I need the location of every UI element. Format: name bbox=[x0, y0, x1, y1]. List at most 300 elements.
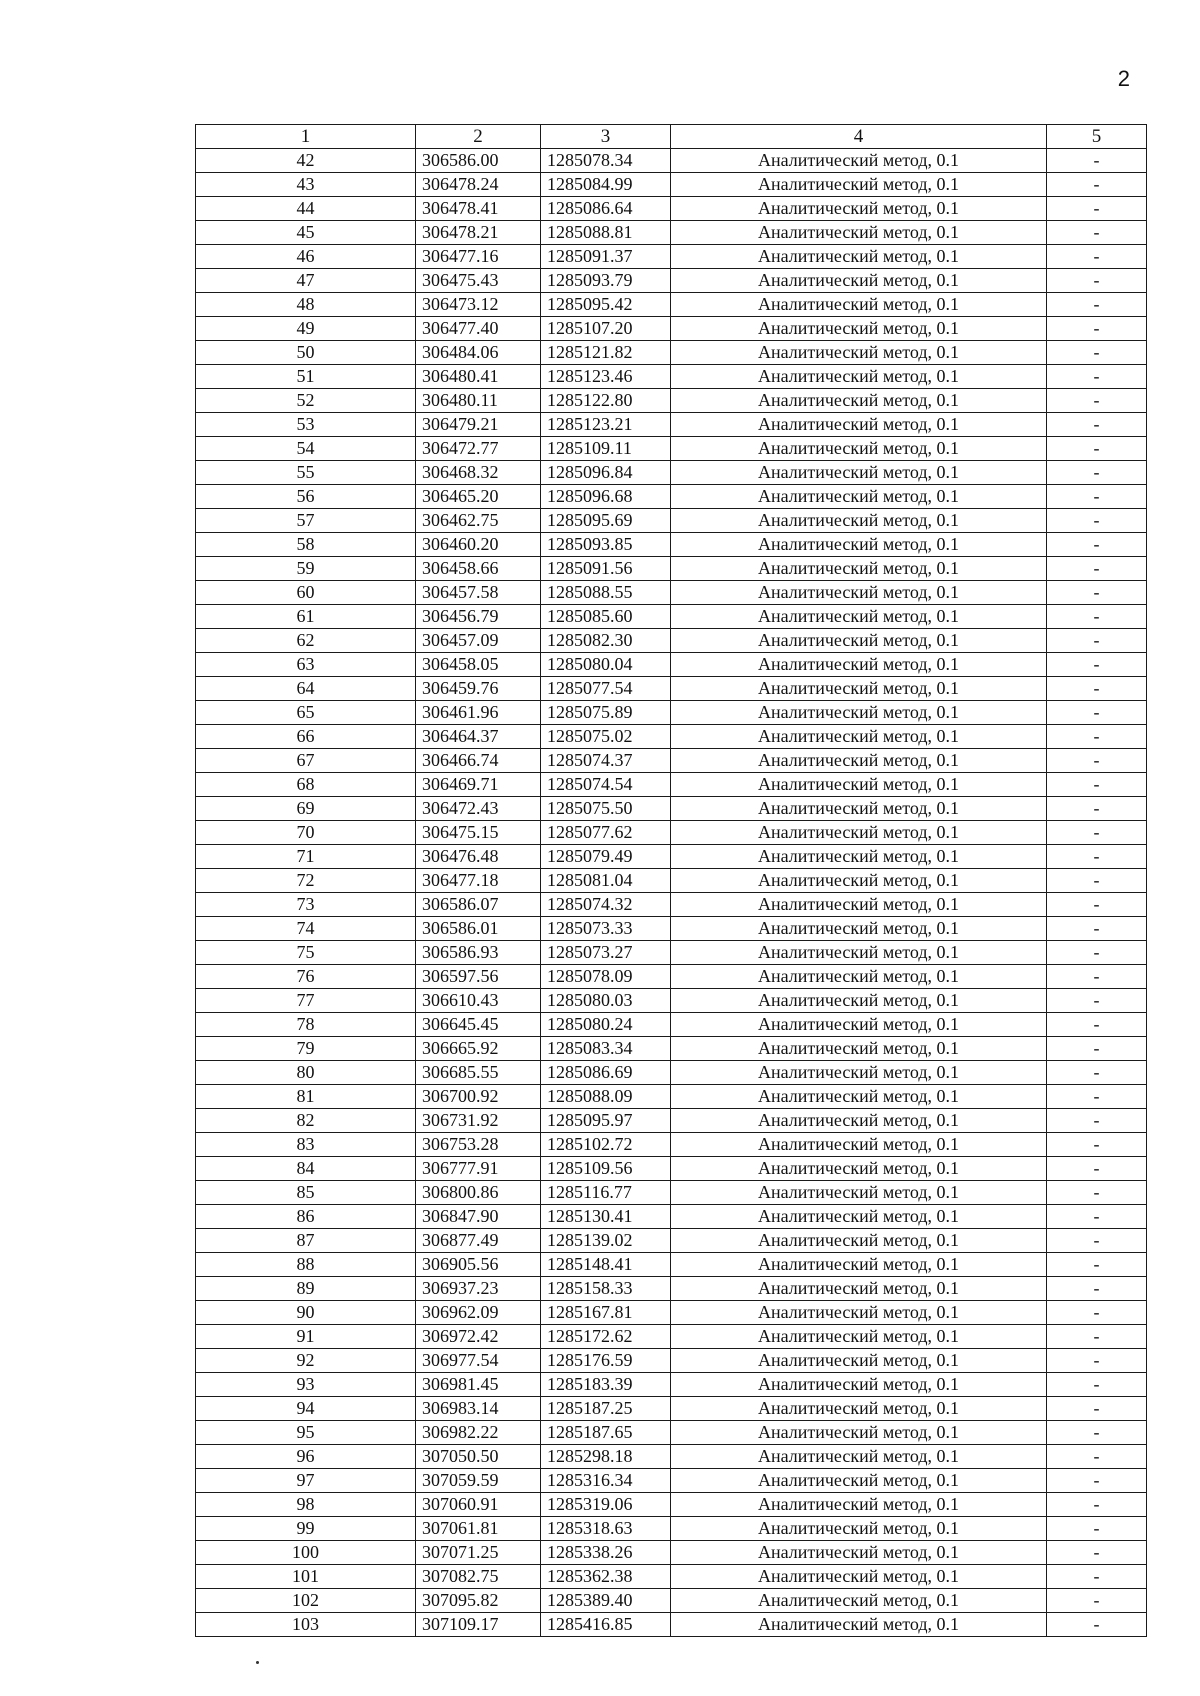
y-coordinate-cell: 1285083.34 bbox=[541, 1037, 671, 1061]
method-cell: Аналитический метод, 0.1 bbox=[671, 1541, 1047, 1565]
note-cell: - bbox=[1047, 821, 1147, 845]
x-coordinate-cell: 306457.09 bbox=[416, 629, 541, 653]
y-coordinate-cell: 1285095.42 bbox=[541, 293, 671, 317]
method-cell: Аналитический метод, 0.1 bbox=[671, 989, 1047, 1013]
table-row bbox=[196, 1061, 1147, 1085]
x-coordinate-cell: 306982.22 bbox=[416, 1421, 541, 1445]
x-coordinate-cell: 306645.45 bbox=[416, 1013, 541, 1037]
note-cell: - bbox=[1047, 509, 1147, 533]
method-cell: Аналитический метод, 0.1 bbox=[671, 197, 1047, 221]
x-coordinate-cell: 306977.54 bbox=[416, 1349, 541, 1373]
point-number-cell: 75 bbox=[196, 941, 416, 965]
point-number-cell: 83 bbox=[196, 1133, 416, 1157]
point-number-cell: 88 bbox=[196, 1253, 416, 1277]
y-coordinate-cell: 1285074.32 bbox=[541, 893, 671, 917]
y-coordinate-cell: 1285093.79 bbox=[541, 269, 671, 293]
y-coordinate-cell: 1285167.81 bbox=[541, 1301, 671, 1325]
point-number-cell: 44 bbox=[196, 197, 416, 221]
method-cell: Аналитический метод, 0.1 bbox=[671, 821, 1047, 845]
point-number-cell: 58 bbox=[196, 533, 416, 557]
method-cell: Аналитический метод, 0.1 bbox=[671, 1613, 1047, 1637]
x-coordinate-cell: 306480.11 bbox=[416, 389, 541, 413]
x-coordinate-cell: 306800.86 bbox=[416, 1181, 541, 1205]
table-row bbox=[196, 1589, 1147, 1613]
table-row bbox=[196, 1541, 1147, 1565]
point-number-cell: 49 bbox=[196, 317, 416, 341]
note-cell: - bbox=[1047, 1301, 1147, 1325]
x-coordinate-cell: 306586.00 bbox=[416, 149, 541, 173]
method-cell: Аналитический метод, 0.1 bbox=[671, 1253, 1047, 1277]
point-number-cell: 48 bbox=[196, 293, 416, 317]
method-cell: Аналитический метод, 0.1 bbox=[671, 1397, 1047, 1421]
point-number-cell: 68 bbox=[196, 773, 416, 797]
point-number-cell: 90 bbox=[196, 1301, 416, 1325]
y-coordinate-cell: 1285176.59 bbox=[541, 1349, 671, 1373]
note-cell: - bbox=[1047, 1085, 1147, 1109]
y-coordinate-cell: 1285096.84 bbox=[541, 461, 671, 485]
method-cell: Аналитический метод, 0.1 bbox=[671, 725, 1047, 749]
point-number-cell: 55 bbox=[196, 461, 416, 485]
table-row bbox=[196, 509, 1147, 533]
method-cell: Аналитический метод, 0.1 bbox=[671, 773, 1047, 797]
table-row bbox=[196, 245, 1147, 269]
x-coordinate-cell: 306477.18 bbox=[416, 869, 541, 893]
x-coordinate-cell: 306753.28 bbox=[416, 1133, 541, 1157]
x-coordinate-cell: 306937.23 bbox=[416, 1277, 541, 1301]
note-cell: - bbox=[1047, 269, 1147, 293]
note-cell: - bbox=[1047, 581, 1147, 605]
method-cell: Аналитический метод, 0.1 bbox=[671, 1277, 1047, 1301]
method-cell: Аналитический метод, 0.1 bbox=[671, 1301, 1047, 1325]
scan-mark bbox=[256, 1661, 259, 1664]
point-number-cell: 100 bbox=[196, 1541, 416, 1565]
x-coordinate-cell: 306847.90 bbox=[416, 1205, 541, 1229]
note-cell: - bbox=[1047, 1013, 1147, 1037]
method-cell: Аналитический метод, 0.1 bbox=[671, 1325, 1047, 1349]
table-row bbox=[196, 845, 1147, 869]
y-coordinate-cell: 1285080.24 bbox=[541, 1013, 671, 1037]
point-number-cell: 56 bbox=[196, 485, 416, 509]
point-number-cell: 67 bbox=[196, 749, 416, 773]
y-coordinate-cell: 1285121.82 bbox=[541, 341, 671, 365]
x-coordinate-cell: 306480.41 bbox=[416, 365, 541, 389]
point-number-cell: 50 bbox=[196, 341, 416, 365]
point-number-cell: 93 bbox=[196, 1373, 416, 1397]
table-row bbox=[196, 629, 1147, 653]
table-row bbox=[196, 1325, 1147, 1349]
y-coordinate-cell: 1285091.56 bbox=[541, 557, 671, 581]
point-number-cell: 64 bbox=[196, 677, 416, 701]
method-cell: Аналитический метод, 0.1 bbox=[671, 149, 1047, 173]
point-number-cell: 78 bbox=[196, 1013, 416, 1037]
table-row bbox=[196, 1301, 1147, 1325]
note-cell: - bbox=[1047, 845, 1147, 869]
note-cell: - bbox=[1047, 1061, 1147, 1085]
table-row bbox=[196, 1565, 1147, 1589]
table-row bbox=[196, 437, 1147, 461]
note-cell: - bbox=[1047, 797, 1147, 821]
x-coordinate-cell: 306466.74 bbox=[416, 749, 541, 773]
table-row bbox=[196, 1109, 1147, 1133]
x-coordinate-cell: 306586.07 bbox=[416, 893, 541, 917]
column-header: 1 bbox=[196, 125, 416, 149]
note-cell: - bbox=[1047, 1205, 1147, 1229]
point-number-cell: 101 bbox=[196, 1565, 416, 1589]
point-number-cell: 71 bbox=[196, 845, 416, 869]
y-coordinate-cell: 1285073.27 bbox=[541, 941, 671, 965]
y-coordinate-cell: 1285077.54 bbox=[541, 677, 671, 701]
y-coordinate-cell: 1285298.18 bbox=[541, 1445, 671, 1469]
point-number-cell: 45 bbox=[196, 221, 416, 245]
point-number-cell: 46 bbox=[196, 245, 416, 269]
table-row bbox=[196, 317, 1147, 341]
y-coordinate-cell: 1285319.06 bbox=[541, 1493, 671, 1517]
y-coordinate-cell: 1285109.11 bbox=[541, 437, 671, 461]
y-coordinate-cell: 1285338.26 bbox=[541, 1541, 671, 1565]
table-body bbox=[196, 149, 1147, 1637]
method-cell: Аналитический метод, 0.1 bbox=[671, 629, 1047, 653]
note-cell: - bbox=[1047, 1373, 1147, 1397]
note-cell: - bbox=[1047, 1397, 1147, 1421]
x-coordinate-cell: 307071.25 bbox=[416, 1541, 541, 1565]
x-coordinate-cell: 306458.05 bbox=[416, 653, 541, 677]
note-cell: - bbox=[1047, 1277, 1147, 1301]
table-row bbox=[196, 1013, 1147, 1037]
note-cell: - bbox=[1047, 1133, 1147, 1157]
point-number-cell: 76 bbox=[196, 965, 416, 989]
point-number-cell: 74 bbox=[196, 917, 416, 941]
note-cell: - bbox=[1047, 221, 1147, 245]
point-number-cell: 42 bbox=[196, 149, 416, 173]
x-coordinate-cell: 307060.91 bbox=[416, 1493, 541, 1517]
note-cell: - bbox=[1047, 653, 1147, 677]
point-number-cell: 73 bbox=[196, 893, 416, 917]
method-cell: Аналитический метод, 0.1 bbox=[671, 1013, 1047, 1037]
point-number-cell: 84 bbox=[196, 1157, 416, 1181]
method-cell: Аналитический метод, 0.1 bbox=[671, 965, 1047, 989]
method-cell: Аналитический метод, 0.1 bbox=[671, 893, 1047, 917]
x-coordinate-cell: 306478.24 bbox=[416, 173, 541, 197]
y-coordinate-cell: 1285088.09 bbox=[541, 1085, 671, 1109]
x-coordinate-cell: 306586.01 bbox=[416, 917, 541, 941]
note-cell: - bbox=[1047, 1565, 1147, 1589]
table-row bbox=[196, 293, 1147, 317]
y-coordinate-cell: 1285079.49 bbox=[541, 845, 671, 869]
method-cell: Аналитический метод, 0.1 bbox=[671, 389, 1047, 413]
note-cell: - bbox=[1047, 1445, 1147, 1469]
x-coordinate-cell: 306456.79 bbox=[416, 605, 541, 629]
x-coordinate-cell: 306462.75 bbox=[416, 509, 541, 533]
coordinates-table bbox=[195, 124, 1147, 1637]
method-cell: Аналитический метод, 0.1 bbox=[671, 749, 1047, 773]
table-row bbox=[196, 797, 1147, 821]
x-coordinate-cell: 306962.09 bbox=[416, 1301, 541, 1325]
x-coordinate-cell: 306457.58 bbox=[416, 581, 541, 605]
x-coordinate-cell: 306610.43 bbox=[416, 989, 541, 1013]
point-number-cell: 85 bbox=[196, 1181, 416, 1205]
x-coordinate-cell: 307082.75 bbox=[416, 1565, 541, 1589]
table-row bbox=[196, 1397, 1147, 1421]
table-row bbox=[196, 149, 1147, 173]
y-coordinate-cell: 1285122.80 bbox=[541, 389, 671, 413]
table-row bbox=[196, 557, 1147, 581]
x-coordinate-cell: 306597.56 bbox=[416, 965, 541, 989]
method-cell: Аналитический метод, 0.1 bbox=[671, 317, 1047, 341]
table-row bbox=[196, 197, 1147, 221]
method-cell: Аналитический метод, 0.1 bbox=[671, 1517, 1047, 1541]
point-number-cell: 43 bbox=[196, 173, 416, 197]
y-coordinate-cell: 1285187.25 bbox=[541, 1397, 671, 1421]
table-row bbox=[196, 341, 1147, 365]
point-number-cell: 97 bbox=[196, 1469, 416, 1493]
note-cell: - bbox=[1047, 677, 1147, 701]
method-cell: Аналитический метод, 0.1 bbox=[671, 437, 1047, 461]
method-cell: Аналитический метод, 0.1 bbox=[671, 917, 1047, 941]
x-coordinate-cell: 306472.43 bbox=[416, 797, 541, 821]
method-cell: Аналитический метод, 0.1 bbox=[671, 533, 1047, 557]
x-coordinate-cell: 307061.81 bbox=[416, 1517, 541, 1541]
x-coordinate-cell: 306586.93 bbox=[416, 941, 541, 965]
method-cell: Аналитический метод, 0.1 bbox=[671, 1565, 1047, 1589]
y-coordinate-cell: 1285074.54 bbox=[541, 773, 671, 797]
table-row bbox=[196, 821, 1147, 845]
page-number: 2 bbox=[1117, 66, 1130, 91]
column-header: 3 bbox=[541, 125, 671, 149]
table-header-row bbox=[196, 125, 1147, 149]
note-cell: - bbox=[1047, 749, 1147, 773]
point-number-cell: 72 bbox=[196, 869, 416, 893]
note-cell: - bbox=[1047, 557, 1147, 581]
note-cell: - bbox=[1047, 1469, 1147, 1493]
table-row bbox=[196, 989, 1147, 1013]
method-cell: Аналитический метод, 0.1 bbox=[671, 677, 1047, 701]
method-cell: Аналитический метод, 0.1 bbox=[671, 605, 1047, 629]
point-number-cell: 70 bbox=[196, 821, 416, 845]
method-cell: Аналитический метод, 0.1 bbox=[671, 941, 1047, 965]
table-row bbox=[196, 869, 1147, 893]
note-cell: - bbox=[1047, 725, 1147, 749]
x-coordinate-cell: 306777.91 bbox=[416, 1157, 541, 1181]
point-number-cell: 52 bbox=[196, 389, 416, 413]
x-coordinate-cell: 306478.21 bbox=[416, 221, 541, 245]
y-coordinate-cell: 1285084.99 bbox=[541, 173, 671, 197]
note-cell: - bbox=[1047, 1109, 1147, 1133]
note-cell: - bbox=[1047, 605, 1147, 629]
method-cell: Аналитический метод, 0.1 bbox=[671, 365, 1047, 389]
note-cell: - bbox=[1047, 173, 1147, 197]
x-coordinate-cell: 306464.37 bbox=[416, 725, 541, 749]
y-coordinate-cell: 1285139.02 bbox=[541, 1229, 671, 1253]
method-cell: Аналитический метод, 0.1 bbox=[671, 293, 1047, 317]
table-row bbox=[196, 1037, 1147, 1061]
note-cell: - bbox=[1047, 1613, 1147, 1637]
x-coordinate-cell: 306731.92 bbox=[416, 1109, 541, 1133]
y-coordinate-cell: 1285416.85 bbox=[541, 1613, 671, 1637]
y-coordinate-cell: 1285148.41 bbox=[541, 1253, 671, 1277]
column-header: 5 bbox=[1047, 125, 1147, 149]
y-coordinate-cell: 1285102.72 bbox=[541, 1133, 671, 1157]
y-coordinate-cell: 1285080.03 bbox=[541, 989, 671, 1013]
point-number-cell: 94 bbox=[196, 1397, 416, 1421]
table-row bbox=[196, 1421, 1147, 1445]
note-cell: - bbox=[1047, 1157, 1147, 1181]
method-cell: Аналитический метод, 0.1 bbox=[671, 1469, 1047, 1493]
note-cell: - bbox=[1047, 1421, 1147, 1445]
method-cell: Аналитический метод, 0.1 bbox=[671, 509, 1047, 533]
note-cell: - bbox=[1047, 1517, 1147, 1541]
x-coordinate-cell: 306461.96 bbox=[416, 701, 541, 725]
note-cell: - bbox=[1047, 317, 1147, 341]
y-coordinate-cell: 1285316.34 bbox=[541, 1469, 671, 1493]
method-cell: Аналитический метод, 0.1 bbox=[671, 413, 1047, 437]
point-number-cell: 89 bbox=[196, 1277, 416, 1301]
y-coordinate-cell: 1285085.60 bbox=[541, 605, 671, 629]
method-cell: Аналитический метод, 0.1 bbox=[671, 845, 1047, 869]
table-row bbox=[196, 533, 1147, 557]
y-coordinate-cell: 1285183.39 bbox=[541, 1373, 671, 1397]
point-number-cell: 65 bbox=[196, 701, 416, 725]
note-cell: - bbox=[1047, 245, 1147, 269]
x-coordinate-cell: 306475.43 bbox=[416, 269, 541, 293]
method-cell: Аналитический метод, 0.1 bbox=[671, 1373, 1047, 1397]
point-number-cell: 99 bbox=[196, 1517, 416, 1541]
point-number-cell: 92 bbox=[196, 1349, 416, 1373]
y-coordinate-cell: 1285086.69 bbox=[541, 1061, 671, 1085]
method-cell: Аналитический метод, 0.1 bbox=[671, 1133, 1047, 1157]
y-coordinate-cell: 1285075.50 bbox=[541, 797, 671, 821]
y-coordinate-cell: 1285095.97 bbox=[541, 1109, 671, 1133]
method-cell: Аналитический метод, 0.1 bbox=[671, 1157, 1047, 1181]
y-coordinate-cell: 1285088.81 bbox=[541, 221, 671, 245]
y-coordinate-cell: 1285095.69 bbox=[541, 509, 671, 533]
table-row bbox=[196, 461, 1147, 485]
method-cell: Аналитический метод, 0.1 bbox=[671, 1061, 1047, 1085]
note-cell: - bbox=[1047, 149, 1147, 173]
y-coordinate-cell: 1285078.09 bbox=[541, 965, 671, 989]
x-coordinate-cell: 306981.45 bbox=[416, 1373, 541, 1397]
point-number-cell: 77 bbox=[196, 989, 416, 1013]
note-cell: - bbox=[1047, 1325, 1147, 1349]
table-row bbox=[196, 1253, 1147, 1277]
table-row bbox=[196, 1493, 1147, 1517]
point-number-cell: 81 bbox=[196, 1085, 416, 1109]
table-row bbox=[196, 1517, 1147, 1541]
method-cell: Аналитический метод, 0.1 bbox=[671, 269, 1047, 293]
note-cell: - bbox=[1047, 533, 1147, 557]
y-coordinate-cell: 1285130.41 bbox=[541, 1205, 671, 1229]
method-cell: Аналитический метод, 0.1 bbox=[671, 581, 1047, 605]
x-coordinate-cell: 306469.71 bbox=[416, 773, 541, 797]
note-cell: - bbox=[1047, 1037, 1147, 1061]
table-row bbox=[196, 1157, 1147, 1181]
x-coordinate-cell: 306477.40 bbox=[416, 317, 541, 341]
table-row bbox=[196, 941, 1147, 965]
table-row bbox=[196, 269, 1147, 293]
note-cell: - bbox=[1047, 365, 1147, 389]
method-cell: Аналитический метод, 0.1 bbox=[671, 1349, 1047, 1373]
point-number-cell: 86 bbox=[196, 1205, 416, 1229]
point-number-cell: 102 bbox=[196, 1589, 416, 1613]
table-row bbox=[196, 653, 1147, 677]
note-cell: - bbox=[1047, 197, 1147, 221]
note-cell: - bbox=[1047, 437, 1147, 461]
note-cell: - bbox=[1047, 1349, 1147, 1373]
table-row bbox=[196, 1373, 1147, 1397]
table-row bbox=[196, 1229, 1147, 1253]
table-row bbox=[196, 893, 1147, 917]
method-cell: Аналитический метод, 0.1 bbox=[671, 701, 1047, 725]
point-number-cell: 47 bbox=[196, 269, 416, 293]
note-cell: - bbox=[1047, 389, 1147, 413]
method-cell: Аналитический метод, 0.1 bbox=[671, 869, 1047, 893]
y-coordinate-cell: 1285172.62 bbox=[541, 1325, 671, 1349]
y-coordinate-cell: 1285082.30 bbox=[541, 629, 671, 653]
x-coordinate-cell: 306468.32 bbox=[416, 461, 541, 485]
table-row bbox=[196, 749, 1147, 773]
table-row bbox=[196, 725, 1147, 749]
note-cell: - bbox=[1047, 1181, 1147, 1205]
note-cell: - bbox=[1047, 293, 1147, 317]
point-number-cell: 79 bbox=[196, 1037, 416, 1061]
column-header: 4 bbox=[671, 125, 1047, 149]
x-coordinate-cell: 307050.50 bbox=[416, 1445, 541, 1469]
x-coordinate-cell: 306877.49 bbox=[416, 1229, 541, 1253]
method-cell: Аналитический метод, 0.1 bbox=[671, 1421, 1047, 1445]
note-cell: - bbox=[1047, 461, 1147, 485]
x-coordinate-cell: 306484.06 bbox=[416, 341, 541, 365]
note-cell: - bbox=[1047, 413, 1147, 437]
table-row bbox=[196, 485, 1147, 509]
point-number-cell: 62 bbox=[196, 629, 416, 653]
table-row bbox=[196, 1277, 1147, 1301]
note-cell: - bbox=[1047, 1229, 1147, 1253]
table-row bbox=[196, 917, 1147, 941]
x-coordinate-cell: 306472.77 bbox=[416, 437, 541, 461]
point-number-cell: 66 bbox=[196, 725, 416, 749]
point-number-cell: 103 bbox=[196, 1613, 416, 1637]
x-coordinate-cell: 307109.17 bbox=[416, 1613, 541, 1637]
table-row bbox=[196, 965, 1147, 989]
table-row bbox=[196, 1349, 1147, 1373]
y-coordinate-cell: 1285107.20 bbox=[541, 317, 671, 341]
y-coordinate-cell: 1285073.33 bbox=[541, 917, 671, 941]
table-row bbox=[196, 677, 1147, 701]
point-number-cell: 69 bbox=[196, 797, 416, 821]
x-coordinate-cell: 306475.15 bbox=[416, 821, 541, 845]
note-cell: - bbox=[1047, 1589, 1147, 1613]
x-coordinate-cell: 306479.21 bbox=[416, 413, 541, 437]
table-row bbox=[196, 1133, 1147, 1157]
y-coordinate-cell: 1285096.68 bbox=[541, 485, 671, 509]
y-coordinate-cell: 1285075.02 bbox=[541, 725, 671, 749]
x-coordinate-cell: 306972.42 bbox=[416, 1325, 541, 1349]
point-number-cell: 98 bbox=[196, 1493, 416, 1517]
table-row bbox=[196, 413, 1147, 437]
table-row bbox=[196, 1469, 1147, 1493]
point-number-cell: 96 bbox=[196, 1445, 416, 1469]
table-row bbox=[196, 1181, 1147, 1205]
note-cell: - bbox=[1047, 773, 1147, 797]
table-row bbox=[196, 389, 1147, 413]
method-cell: Аналитический метод, 0.1 bbox=[671, 1037, 1047, 1061]
method-cell: Аналитический метод, 0.1 bbox=[671, 221, 1047, 245]
x-coordinate-cell: 306700.92 bbox=[416, 1085, 541, 1109]
point-number-cell: 87 bbox=[196, 1229, 416, 1253]
point-number-cell: 53 bbox=[196, 413, 416, 437]
x-coordinate-cell: 307059.59 bbox=[416, 1469, 541, 1493]
note-cell: - bbox=[1047, 917, 1147, 941]
note-cell: - bbox=[1047, 485, 1147, 509]
